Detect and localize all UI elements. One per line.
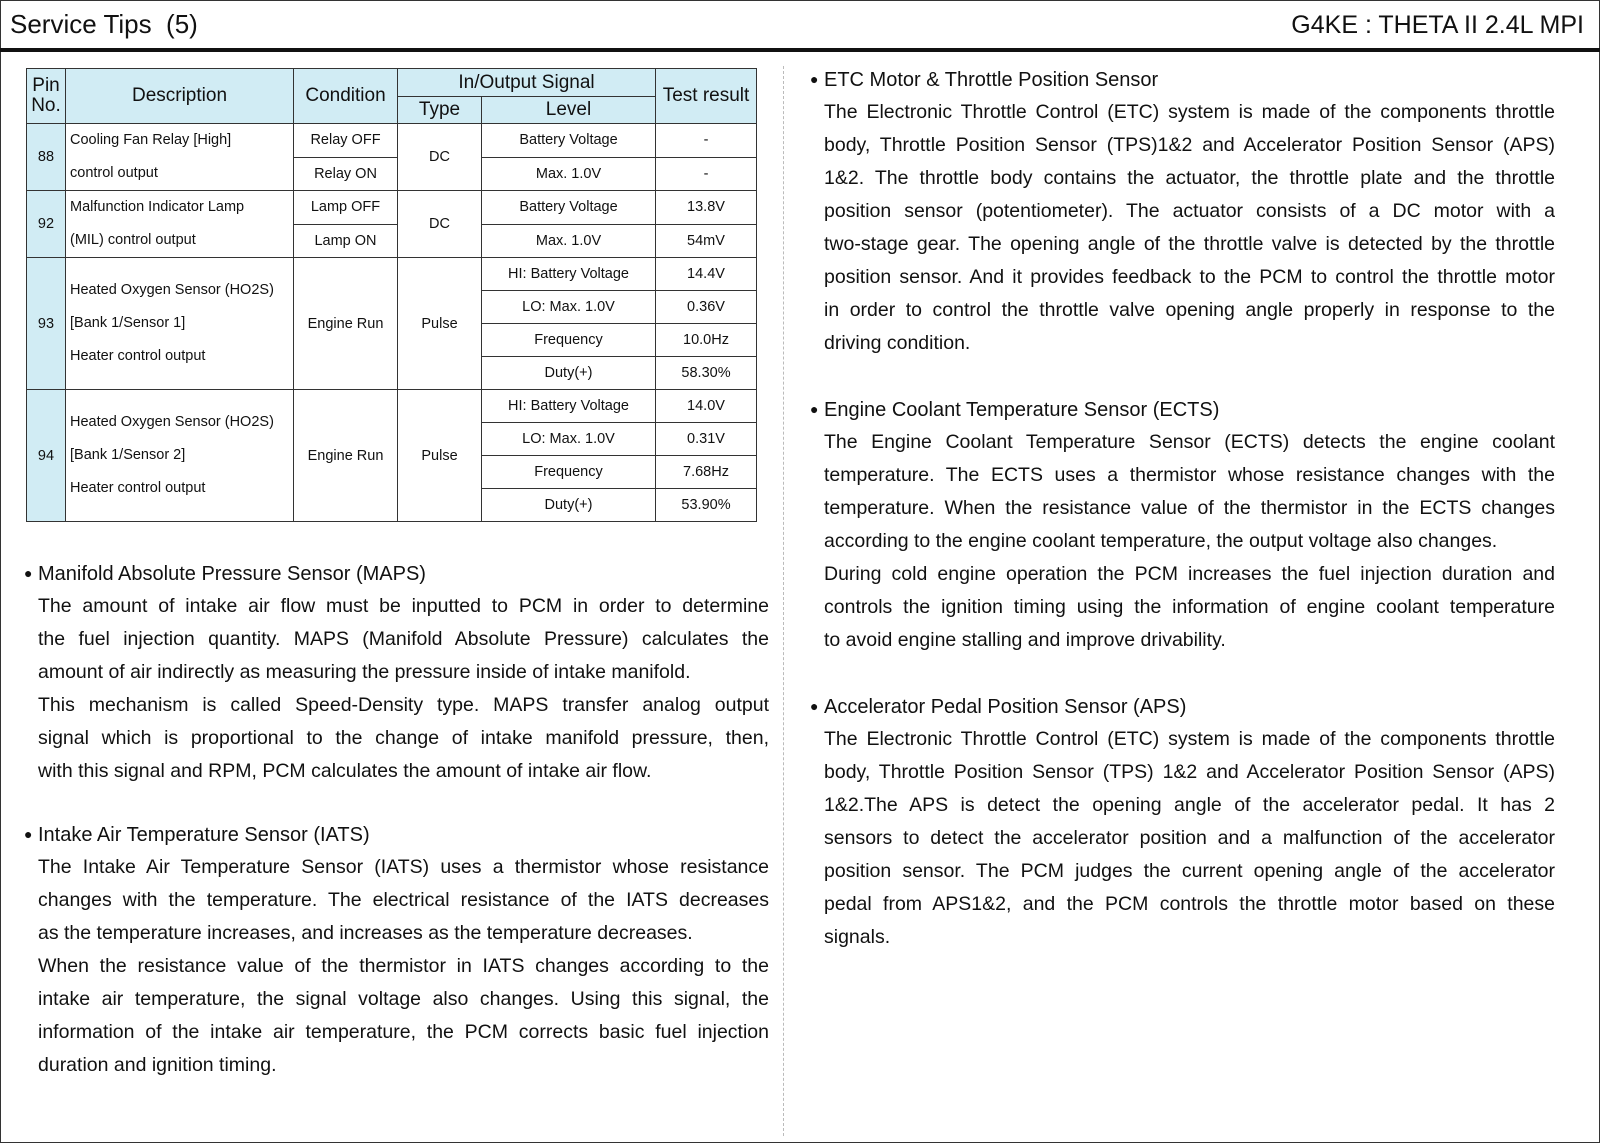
section-title: Accelerator Pedal Position Sensor (APS) xyxy=(824,696,1187,718)
paragraph-line xyxy=(810,492,1555,525)
bullet-icon: ● xyxy=(810,71,819,87)
signal-level: Battery Voltage xyxy=(482,191,656,225)
pin-number: 92 xyxy=(27,191,66,258)
line-text: position sensor. The PCM judges the current opening angle of the accelerator xyxy=(824,860,1555,882)
pin-description xyxy=(66,191,294,258)
signal-type: DC xyxy=(398,191,482,258)
paragraph-line xyxy=(24,656,769,689)
paragraph-line xyxy=(810,789,1555,822)
paragraph-line xyxy=(24,623,769,656)
paragraph-line xyxy=(810,888,1555,921)
test-result: 0.36V xyxy=(656,291,757,324)
section-heading xyxy=(24,818,769,851)
condition: Engine Run xyxy=(294,258,398,390)
line-text: with this signal and RPM, PCM calculates the amount of intake air flow. xyxy=(38,760,652,782)
line-text: sensors to detect the accelerator position and a malfunction of the accelerator xyxy=(824,827,1555,849)
description-line: control output xyxy=(70,165,158,181)
paragraph-line xyxy=(24,917,769,950)
description-line: Heater control output xyxy=(70,348,206,364)
line-text: position sensor (potentiometer). The actuator consists of a DC motor with a xyxy=(824,200,1555,222)
paragraph-line xyxy=(810,459,1555,492)
header-description: Description xyxy=(66,69,294,124)
line-text: temperature. The ECTS uses a thermistor whose resistance changes with the xyxy=(824,464,1555,486)
paragraph-line xyxy=(810,96,1555,129)
section-heading xyxy=(24,557,769,590)
paragraph-line xyxy=(810,195,1555,228)
line-text: The Electronic Throttle Control (ETC) system is made of the components throttle xyxy=(824,728,1555,750)
bullet-icon: ● xyxy=(810,401,819,417)
test-result: 14.0V xyxy=(656,390,757,423)
line-text: body, Throttle Position Sensor (TPS)1&2 and Accelerator Position Sensor (APS) xyxy=(824,134,1555,156)
description-line: Heated Oxygen Sensor (HO2S) xyxy=(70,282,274,298)
line-text: The amount of intake air flow must be inputted to PCM in order to determine xyxy=(38,595,769,617)
section-heading xyxy=(810,63,1555,96)
bullet-icon: ● xyxy=(24,565,33,581)
paragraph-line xyxy=(24,950,769,983)
section xyxy=(810,63,1555,360)
table-row xyxy=(27,258,757,291)
paragraph-line xyxy=(810,162,1555,195)
header-type: Type xyxy=(398,97,482,124)
description-line: Heater control output xyxy=(70,480,206,496)
engine-model: G4KE : THETA II 2.4L MPI xyxy=(1291,11,1584,39)
signal-level: Frequency xyxy=(482,324,656,357)
line-text: When the resistance value of the thermistor in IATS changes according to the xyxy=(38,955,769,977)
signal-level: LO: Max. 1.0V xyxy=(482,291,656,324)
paragraph-line xyxy=(24,1049,769,1082)
signal-level: Frequency xyxy=(482,456,656,489)
table-row xyxy=(27,124,757,158)
line-text: pedal from APS1&2, and the PCM controls the throttle motor based on these xyxy=(824,893,1555,915)
signal-level: Battery Voltage xyxy=(482,124,656,158)
paragraph-line xyxy=(24,983,769,1016)
line-text: temperature. When the resistance value of the thermistor in the ECTS changes xyxy=(824,497,1555,519)
pin-description xyxy=(66,124,294,191)
header-level: Level xyxy=(482,97,656,124)
line-text: 1&2. The throttle body contains the actuator, the throttle plate and the throttle xyxy=(824,167,1555,189)
test-result: 14.4V xyxy=(656,258,757,291)
signal-type: Pulse xyxy=(398,390,482,522)
header-pin: Pin No. xyxy=(27,69,66,124)
description-line: [Bank 1/Sensor 2] xyxy=(70,447,186,463)
line-text: to avoid engine stalling and improve drivability. xyxy=(824,629,1226,651)
bullet-icon: ● xyxy=(24,826,33,842)
section-title: Engine Coolant Temperature Sensor (ECTS) xyxy=(824,399,1220,421)
paragraph-line xyxy=(24,1016,769,1049)
line-text: signals. xyxy=(824,926,891,948)
section-title: Manifold Absolute Pressure Sensor (MAPS) xyxy=(38,563,426,585)
pin-description xyxy=(66,258,294,390)
line-text: The Engine Coolant Temperature Sensor (ECTS) detects the engine coolant xyxy=(824,431,1555,453)
paragraph-line xyxy=(810,327,1555,360)
test-result: 13.8V xyxy=(656,191,757,225)
line-text: body, Throttle Position Sensor (TPS) 1&2 and Accelerator Position Sensor (APS) xyxy=(824,761,1555,783)
paragraph-line xyxy=(24,851,769,884)
description-line: Malfunction Indicator Lamp xyxy=(70,199,245,215)
paragraph-line xyxy=(810,591,1555,624)
description-line: (MIL) control output xyxy=(70,232,196,248)
line-text: the fuel injection quantity. MAPS (Manifold Absolute Pressure) calculates the xyxy=(38,628,769,650)
condition: Engine Run xyxy=(294,390,398,522)
paragraph-line xyxy=(810,756,1555,789)
line-text: as the temperature increases, and increases as the temperature decreases. xyxy=(38,922,693,944)
page-header xyxy=(0,0,1600,52)
signal-level: Max. 1.0V xyxy=(482,224,656,258)
section-title: Intake Air Temperature Sensor (IATS) xyxy=(38,824,370,846)
condition: Lamp ON xyxy=(294,224,398,258)
table-row xyxy=(27,390,757,423)
header-result: Test result xyxy=(656,69,757,124)
test-result: 7.68Hz xyxy=(656,456,757,489)
line-text: driving condition. xyxy=(824,332,971,354)
paragraph-line xyxy=(810,822,1555,855)
signal-level: Duty(+) xyxy=(482,357,656,390)
section xyxy=(24,557,769,788)
paragraph-line xyxy=(24,755,769,788)
paragraph-line xyxy=(810,294,1555,327)
line-text: This mechanism is called Speed-Density type. MAPS transfer analog output xyxy=(38,694,769,716)
signal-level: Duty(+) xyxy=(482,489,656,522)
pin-description xyxy=(66,390,294,522)
description-line: [Bank 1/Sensor 1] xyxy=(70,315,186,331)
pin-number: 88 xyxy=(27,124,66,191)
signal-type: DC xyxy=(398,124,482,191)
line-text: The Electronic Throttle Control (ETC) system is made of the components throttle xyxy=(824,101,1555,123)
section xyxy=(810,690,1555,954)
pin-number: 94 xyxy=(27,390,66,522)
line-text: two-stage gear. The opening angle of the throttle valve is detected by the throttle xyxy=(824,233,1555,255)
line-text: according to the engine coolant temperature, the output voltage also changes. xyxy=(824,530,1498,552)
line-text: changes with the temperature. The electrical resistance of the IATS decreases xyxy=(38,889,769,911)
section-heading xyxy=(810,393,1555,426)
header-condition: Condition xyxy=(294,69,398,124)
signal-type: Pulse xyxy=(398,258,482,390)
test-result: - xyxy=(656,124,757,158)
section xyxy=(24,818,769,1082)
test-result: 53.90% xyxy=(656,489,757,522)
section-title: ETC Motor & Throttle Position Sensor xyxy=(824,69,1159,91)
test-result: 54mV xyxy=(656,224,757,258)
condition: Relay ON xyxy=(294,157,398,191)
paragraph-line xyxy=(810,855,1555,888)
test-result: 10.0Hz xyxy=(656,324,757,357)
table-row xyxy=(27,191,757,225)
line-text: 1&2.The APS is detect the opening angle of the accelerator pedal. It has 2 xyxy=(824,794,1555,816)
bullet-icon: ● xyxy=(810,698,819,714)
condition: Relay OFF xyxy=(294,124,398,158)
paragraph-line xyxy=(810,624,1555,657)
signal-level: HI: Battery Voltage xyxy=(482,390,656,423)
paragraph-line xyxy=(24,722,769,755)
paragraph-line xyxy=(810,228,1555,261)
signal-level: Max. 1.0V xyxy=(482,157,656,191)
test-result: - xyxy=(656,157,757,191)
left-column xyxy=(24,557,769,1082)
description-line: Cooling Fan Relay [High] xyxy=(70,132,232,148)
paragraph-line xyxy=(24,689,769,722)
description-line: Heated Oxygen Sensor (HO2S) xyxy=(70,414,274,430)
line-text: duration and ignition timing. xyxy=(38,1054,277,1076)
paragraph-line xyxy=(810,525,1555,558)
paragraph-line xyxy=(24,590,769,623)
section-heading xyxy=(810,690,1555,723)
pin-number: 93 xyxy=(27,258,66,390)
test-result: 58.30% xyxy=(656,357,757,390)
paragraph-line xyxy=(810,261,1555,294)
paragraph-line xyxy=(810,129,1555,162)
right-column xyxy=(810,63,1555,954)
header-signal: In/Output Signal xyxy=(398,69,656,97)
test-result: 0.31V xyxy=(656,423,757,456)
paragraph-line xyxy=(810,723,1555,756)
line-text: amount of air indirectly as measuring the pressure inside of intake manifold. xyxy=(38,661,691,683)
signal-level: LO: Max. 1.0V xyxy=(482,423,656,456)
signal-level: HI: Battery Voltage xyxy=(482,258,656,291)
condition: Lamp OFF xyxy=(294,191,398,225)
page-title: Service Tips (5) xyxy=(10,9,198,39)
paragraph-line xyxy=(810,558,1555,591)
section xyxy=(810,393,1555,657)
line-text: signal which is proportional to the change of intake manifold pressure, then, xyxy=(38,727,769,749)
line-text: intake air temperature, the signal voltage also changes. Using this signal, the xyxy=(38,988,769,1010)
pin-test-table xyxy=(26,68,757,522)
paragraph-line xyxy=(810,426,1555,459)
paragraph-line xyxy=(24,884,769,917)
line-text: information of the intake air temperature, the PCM corrects basic fuel injection xyxy=(38,1021,769,1043)
line-text: During cold engine operation the PCM increases the fuel injection duration and xyxy=(824,563,1555,585)
line-text: controls the ignition timing using the information of engine coolant temperature xyxy=(824,596,1555,618)
line-text: The Intake Air Temperature Sensor (IATS) uses a thermistor whose resistance xyxy=(38,856,769,878)
line-text: in order to control the throttle valve opening angle properly in response to the xyxy=(824,299,1555,321)
paragraph-line xyxy=(810,921,1555,954)
column-divider xyxy=(783,66,784,1136)
line-text: position sensor. And it provides feedback to the PCM to control the throttle motor xyxy=(824,266,1555,288)
